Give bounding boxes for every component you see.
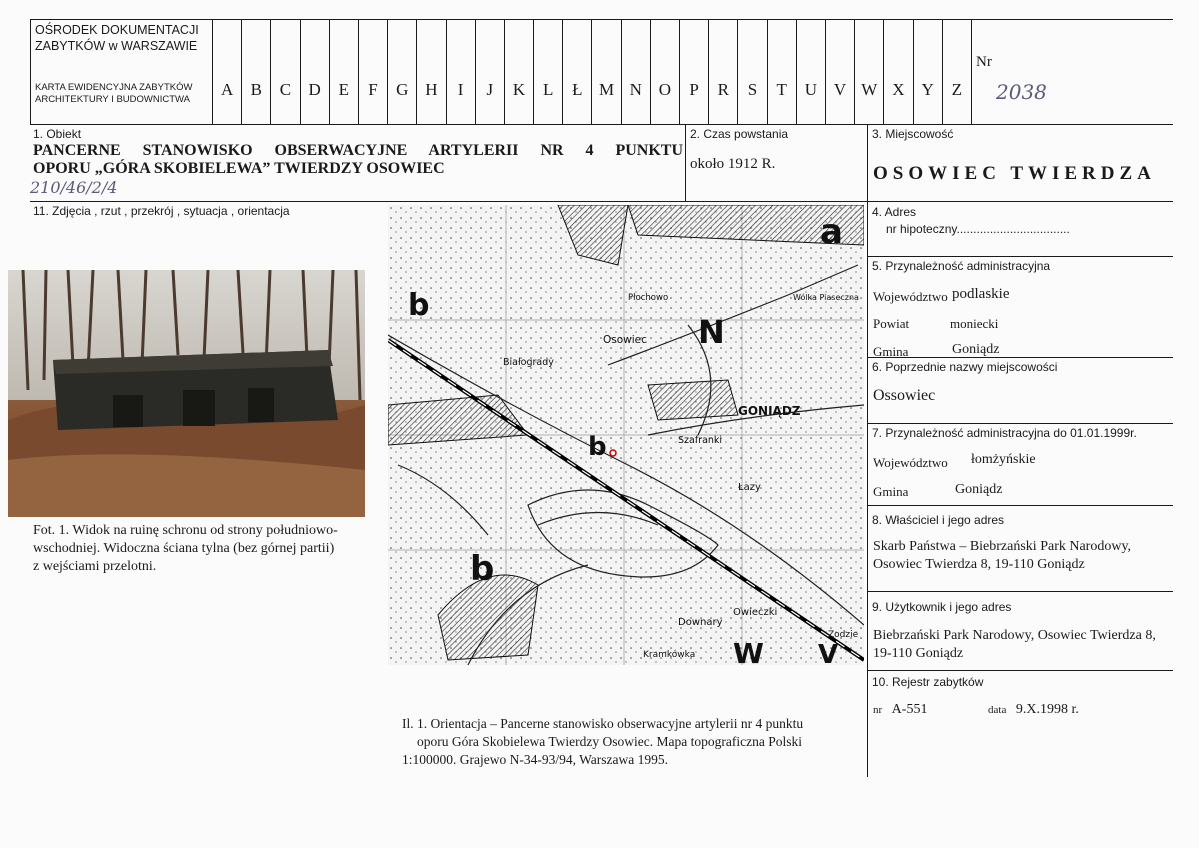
topographic-map	[388, 205, 864, 665]
index-letter-cell: A	[212, 20, 241, 124]
registry-date: data 9.X.1998 r.	[988, 702, 1079, 717]
map-label-szafranki: Szafranki	[678, 435, 723, 446]
index-letter-cell: F	[358, 20, 387, 124]
index-letter-cell: V	[825, 20, 854, 124]
admin-old-label: 7. Przynależność administracyjna do 01.01.1999r.	[872, 426, 1137, 440]
header-right-divider	[971, 19, 972, 124]
institution-name: OŚRODEK DOKUMENTACJI ZABYTKÓW w WARSZAWIE	[35, 23, 199, 53]
user-address: Biebrzański Park Narodowy, Osowiec Twierdza 8, 19-110 Goniądz	[873, 628, 1156, 661]
map-caption: Il. 1. Orientacja – Pancerne stanowisko obserwacyjne artylerii nr 4 punktu oporu Góra Skobielewa Twierdzy Osowiec. Mapa topograficzna Polski 1:100000. Grajewo N-34-93/94, Warszawa 1995.	[402, 716, 804, 767]
index-letter-cell: M	[591, 20, 620, 124]
admin-old-voivodeship-value: łomżyńskie	[971, 452, 1036, 467]
ruin-photo	[8, 270, 365, 517]
svg-text:N: N	[698, 313, 725, 351]
admin-commune-value: Goniądz	[952, 342, 1000, 357]
index-letter-cell: T	[767, 20, 796, 124]
index-letter-cell: K	[504, 20, 533, 124]
right-column-divider	[867, 124, 868, 777]
user-label: 9. Użytkownik i jego adres	[872, 600, 1012, 614]
former-names-value: Ossowiec	[873, 387, 936, 404]
index-letter-cell: B	[241, 20, 270, 124]
map-label-plochowo: Płochowo	[628, 293, 669, 303]
photos-section-label: 11. Zdjęcia , rzut , przekrój , sytuacja , orientacja	[33, 204, 290, 218]
index-letters	[212, 20, 971, 124]
object-title: PANCERNE STANOWISKO OBSERWACYJNE ARTYLERII NR 4 PUNKTU OPORU „GÓRA SKOBIELEWA” TWIERDZY OSOWIEC	[33, 142, 683, 177]
locality-label: 3. Miejscowość	[872, 127, 954, 141]
row7-line	[867, 423, 1173, 424]
index-letter-cell: U	[796, 20, 825, 124]
index-letter-cell: J	[475, 20, 504, 124]
admin-county-value: moniecki	[950, 316, 999, 331]
map-label-goniadz: GONIĄDZ	[738, 404, 801, 418]
svg-text:W: W	[733, 637, 764, 665]
admin-voivodeship-value: podlaskie	[952, 286, 1010, 302]
locality-value: OSOWIEC TWIERDZA	[873, 163, 1156, 184]
index-letter-cell: O	[650, 20, 679, 124]
card-type: KARTA EWIDENCYJNA ZABYTKÓW ARCHITEKTURY I BUDOWNICTWA	[35, 82, 193, 105]
owner-address: Skarb Państwa – Biebrzański Park Narodowy, Osowiec Twierdza 8, 19-110 Goniądz	[873, 539, 1132, 572]
index-letter-cell: R	[708, 20, 737, 124]
map-label-lazy: Łazy	[738, 482, 761, 493]
map-label-wolka: Wólka Piaseczna	[793, 293, 859, 302]
photo-caption: Fot. 1. Widok na ruinę schronu od strony południowo- wschodniej. Widoczna ściana tylna (bez górnej partii) z wejściami przelotni.	[33, 523, 338, 574]
row9-line	[867, 591, 1173, 592]
index-letter-cell: C	[270, 20, 299, 124]
index-letter-cell: X	[883, 20, 912, 124]
row8-line	[867, 505, 1173, 506]
index-letter-cell: I	[446, 20, 475, 124]
row5-line	[867, 256, 1173, 257]
admin-county-label: Powiat	[873, 316, 910, 331]
row6-line	[867, 357, 1173, 358]
index-letter-cell: S	[737, 20, 766, 124]
owner-label: 8. Właściciel i jego adres	[872, 513, 1005, 527]
admin-old-commune-value: Goniądz	[955, 482, 1003, 497]
map-label-kramkowka: Kramkówka	[643, 650, 696, 660]
index-letter-cell: Ł	[562, 20, 591, 124]
registry-nr: nr A-551	[873, 702, 928, 717]
nr-label: Nr	[976, 54, 992, 70]
svg-text:b: b	[588, 432, 607, 462]
nr-value: 2038	[996, 80, 1047, 104]
index-letter-cell: Y	[913, 20, 942, 124]
map-label-bialogrady: Białogrady	[503, 357, 554, 368]
index-letter-cell: D	[300, 20, 329, 124]
index-letter-cell: L	[533, 20, 562, 124]
admin-voivodeship-label: Województwo	[873, 289, 948, 304]
creation-label: 2. Czas powstania	[690, 127, 789, 141]
svg-text:b: b	[470, 549, 495, 589]
former-names-label: 6. Poprzednie nazwy miejscowości	[872, 360, 1058, 374]
creation-value: około 1912 R.	[690, 156, 776, 172]
header-left-divider	[30, 19, 31, 124]
row10-line	[867, 670, 1173, 671]
svg-text:a: a	[820, 212, 843, 252]
index-letter-cell: G	[387, 20, 416, 124]
map-label-osowiec: Osowiec	[603, 334, 647, 346]
index-letter-cell: N	[621, 20, 650, 124]
svg-text:V: V	[818, 640, 839, 665]
admin-label: 5. Przynależność administracyjna	[872, 259, 1051, 273]
svg-text:b: b	[408, 288, 430, 323]
address-label: 4. Adres	[872, 205, 917, 219]
index-letter-cell: Z	[942, 20, 971, 124]
map-label-zodzie: Zodzie	[828, 630, 859, 640]
object-bottom-line	[30, 201, 1173, 202]
object-label: 1. Obiekt	[33, 127, 82, 141]
admin-old-commune-label: Gmina	[873, 484, 909, 499]
index-letter-cell: H	[416, 20, 445, 124]
index-letter-cell: W	[854, 20, 883, 124]
admin-commune-label: Gmina	[873, 344, 909, 359]
map-label-owieczki: Owieczki	[733, 607, 778, 618]
header-bottom-line	[30, 124, 1173, 125]
map-label-downary: Downary	[678, 617, 723, 628]
registry-label: 10. Rejestr zabytków	[872, 675, 984, 689]
index-letter-cell: E	[329, 20, 358, 124]
creation-divider	[685, 124, 686, 202]
admin-old-voivodeship-label: Województwo	[873, 455, 948, 470]
index-letter-cell: P	[679, 20, 708, 124]
mortgage-number: nr hipoteczny..................................	[886, 222, 1070, 236]
handwritten-code: 210/46/2/4	[30, 178, 118, 197]
